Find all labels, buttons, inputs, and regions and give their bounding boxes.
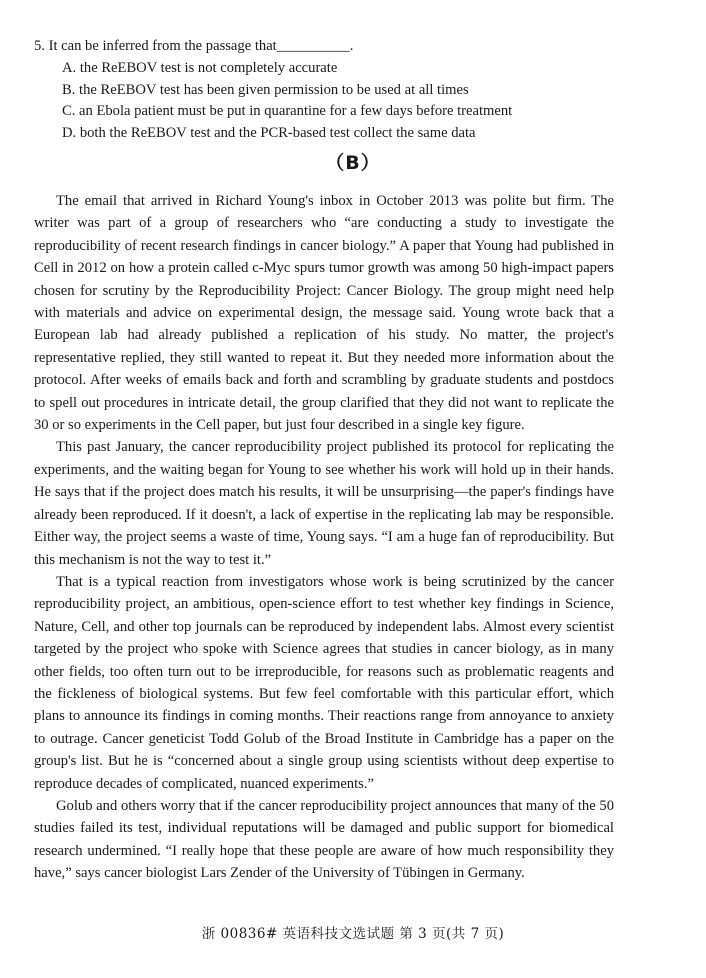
- question-5: [34, 36, 674, 145]
- answer-options: [34, 58, 674, 145]
- passage-paragraph-4: Golub and others worry that if the cancer reproducibility project announces that many of the 50 studies failed its test, individual reputations will be damaged and public support for biomedical research undermined. “I really hope that these people are aware of how much responsibility they have,” says cancer biologist Lars Zender of the University of Tübingen in Germany.: [34, 797, 614, 882]
- passage-paragraph-1: The email that arrived in Richard Young's inbox in October 2013 was polite but firm. The writer was part of a group of researchers who “are conducting a study to investigate the reproducibility of recent research findings in cancer biology.” A paper that Young had published in Cell in 2012 on how a protein called c-Myc spurs tumor growth was among 50 high-impact papers chosen for scrutiny by the Reproducibility Project: Cancer Biology. The group might need help with materials and advice on experimental design, the message said. Young wrote back that a European lab had already published a replication of his study. No matter, the project's representative replied, they still wanted to repeat it. But they needed more information about the protocol. After weeks of emails back and forth and scrambling by graduate students and postdocs to spell out procedures in intricate detail, the group clarified that they did not want to replicate the 30 or so experiments in the Cell paper, but just four described in a single key figure.: [34, 193, 614, 434]
- option-d: D. both the ReEBOV test and the PCR-based test collect the same data: [62, 125, 476, 142]
- option-a: A. the ReEBOV test is not completely accurate: [62, 59, 338, 76]
- passage-paragraph-3: That is a typical reaction from investigators whose work is being scrutinized by the cancer reproducibility project, an ambitious, open-science effort to test whether key findings in Science, Nature, Cell, and other top journals can be reproduced by independent labs. Almost every scientist targeted by the project who spoke with Science agrees that studies in cancer biology, as in many other fields, too often turn out to be irreproducible, for reasons such as problematic reagents and the fickleness of biological systems. But few feel comfortable with this particular effort, which plans to announce its findings in coming months. Their reactions range from annoyance to anxiety to outrage. Cancer geneticist Todd Golub of the Broad Institute in Cambridge has a paper on the group's list. But he is “concerned about a single group using scientists without deep expertise to reproduce decades of complicated, nuanced experiments.”: [34, 573, 614, 792]
- page-footer: 浙 00836# 英语科技文选试题 第 3 页(共 7 页): [201, 926, 505, 942]
- option-b: B. the ReEBOV test has been given permission to be used at all times: [62, 81, 469, 98]
- passage-paragraph-2: This past January, the cancer reproducibility project published its protocol for replicating the experiments, and the waiting began for Young to see whether his work will hold up in their hands. He says that if the project does match his results, it will be unsurprising—the paper's findings have already been reproduced. If it doesn't, a lack of expertise in the replicating lab may be responsible. Either way, the project seems a waste of time, Young says. “I am a huge fan of reproducibility. But this mechanism is not the way to test it.”: [34, 439, 614, 568]
- section-heading: （B）: [325, 152, 381, 174]
- option-c: C. an Ebola patient must be put in quarantine for a few days before treatment: [62, 103, 513, 120]
- question-stem: 5. It can be inferred from the passage that__________.: [34, 38, 354, 54]
- reading-passage: [34, 190, 614, 885]
